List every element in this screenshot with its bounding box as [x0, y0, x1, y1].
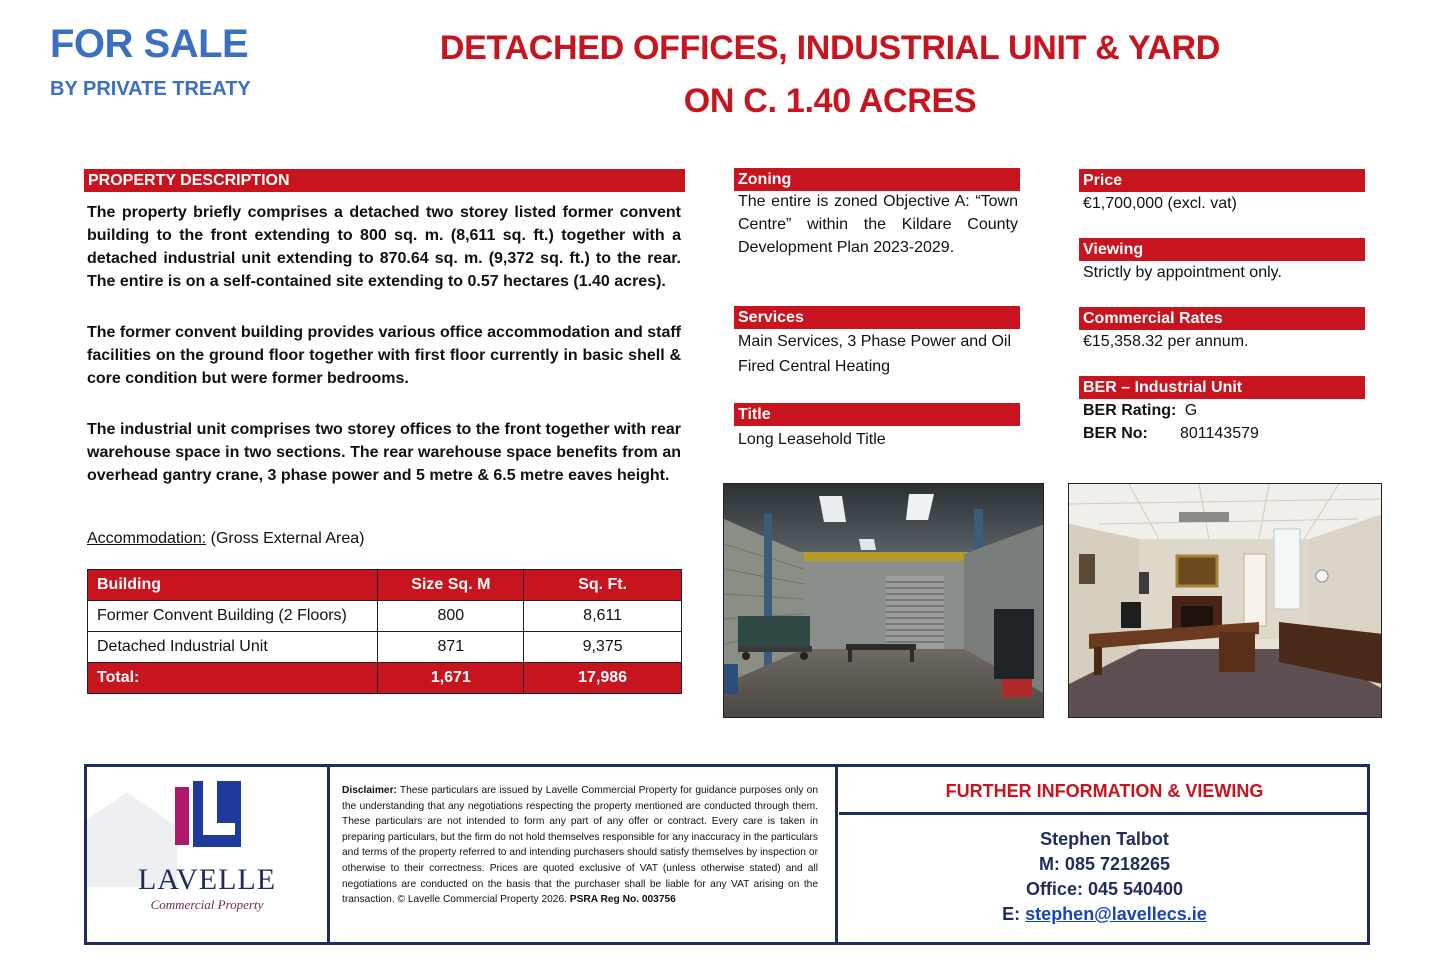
- table-row: [88, 632, 682, 663]
- commercial-rates-heading: Commercial Rates: [1079, 307, 1365, 330]
- commercial-rates-text: €15,358.32 per annum.: [1083, 333, 1249, 350]
- page-title: [400, 22, 1260, 128]
- total-sqft: 17,986: [524, 663, 682, 694]
- table-header-row: [88, 570, 682, 601]
- ber-rating-value: G: [1184, 402, 1198, 419]
- accommodation-table: [87, 569, 682, 694]
- cell-sqft: 8,611: [524, 601, 682, 632]
- psra-number: PSRA Reg No. 003756: [569, 894, 676, 906]
- disclaimer-body: These particulars are issued by Lavelle Commercial Property for guidance purposes only on the understanding that any negotiations respecting the property mentioned are conducted through them. These particulars are not intended to form any part of any offer or contract. Every care is taken in preparing particulars, but the firm do not hold themselves responsible for any inaccuracy in the particulars and terms of the property referred to and intending purchasers should satisfy themselves by inspection or otherwise to their correctness. Prices are quoted exclusive of VAT (unless otherwise stated) and all negotiations are conducted on the basis that the purchaser shall be liable for any VAT arising on the transaction. © Lavelle Commercial Property 2026.: [342, 785, 818, 906]
- logo-brand-text: LAVELLE: [137, 863, 277, 896]
- viewing-heading: Viewing: [1079, 238, 1365, 261]
- viewing-text: Strictly by appointment only.: [1083, 264, 1282, 281]
- warehouse-interior-photo: [723, 483, 1044, 718]
- footer-panel: [84, 764, 1370, 945]
- logo-subtitle: Commercial Property: [150, 897, 264, 912]
- email-label: E:: [1002, 904, 1026, 924]
- footer-divider: [327, 767, 330, 942]
- services-heading: Services: [734, 306, 1020, 329]
- description-paragraph-1: The property briefly comprises a detached two storey listed former convent building to the front extending to 800 sq. m. (8,611 sq. ft.) together with a detached industrial unit extending to 870.64 sq. m. (9,372 sq. ft.) to the rear. The entire is on a self-contained site extending to 0.57 hectares (1.40 acres).: [87, 204, 681, 290]
- property-description: [87, 201, 681, 515]
- description-paragraph-3: The industrial unit comprises two storey offices to the front together with rear warehouse space in two sections. The rear warehouse space benefits from an overhead gantry crane, 3 phase power and 5 metre & 6.5 metre eaves height.: [87, 421, 681, 484]
- zoning-heading: Zoning: [734, 168, 1020, 191]
- table-row: [88, 601, 682, 632]
- title-line-1: DETACHED OFFICES, INDUSTRIAL UNIT & YARD: [439, 29, 1221, 67]
- footer-divider: [835, 767, 838, 942]
- accommodation-label: Accommodation:: [87, 530, 207, 547]
- cell-size-sqm: 800: [378, 601, 524, 632]
- column-header-building: Building: [88, 570, 378, 601]
- price-text: €1,700,000 (excl. vat): [1083, 195, 1237, 212]
- table-total-row: [88, 663, 682, 694]
- ber-no-label: BER No:: [1083, 425, 1148, 442]
- contact-name: Stephen Talbot: [1040, 829, 1169, 849]
- for-sale-heading: FOR SALE: [50, 22, 249, 66]
- price-heading: Price: [1079, 169, 1365, 192]
- contact-mobile: M: 085 7218265: [1038, 854, 1171, 874]
- cell-building: Former Convent Building (2 Floors): [88, 601, 378, 632]
- office-interior-photo: [1068, 483, 1382, 718]
- zoning-text: The entire is zoned Objective A: “Town Centre” within the Kildare County Development Plan 2023-2029.: [738, 193, 1018, 256]
- cell-building: Detached Industrial Unit: [88, 632, 378, 663]
- contact-email-line: [839, 902, 1370, 927]
- column-header-size-sqm: Size Sq. M: [378, 570, 524, 601]
- ber-rating: [1083, 399, 1369, 422]
- ber-heading: BER – Industrial Unit: [1079, 376, 1365, 399]
- disclaimer-text: [342, 783, 818, 908]
- ber-number: [1083, 422, 1369, 445]
- title-heading: Title: [734, 403, 1020, 426]
- company-logo: [87, 767, 327, 942]
- title-line-2: ON C. 1.40 ACRES: [683, 82, 977, 120]
- contact-details: [839, 827, 1370, 927]
- disclaimer-label: Disclaimer:: [342, 785, 397, 796]
- ber-rating-label: BER Rating:: [1083, 402, 1177, 419]
- services-text: Main Services, 3 Phase Power and Oil Fired Central Heating: [738, 333, 1012, 375]
- property-description-heading: PROPERTY DESCRIPTION: [84, 169, 685, 192]
- description-paragraph-2: The former convent building provides various office accommodation and staff facilities on the ground floor together with first floor currently in basic shell & core condition but were former bedrooms.: [87, 324, 681, 387]
- total-label: Total:: [88, 663, 378, 694]
- cell-size-sqm: 871: [378, 632, 524, 663]
- contact-office: Office: 045 540400: [1025, 879, 1184, 899]
- column-header-sqft: Sq. Ft.: [524, 570, 682, 601]
- sale-method: BY PRIVATE TREATY: [50, 78, 251, 100]
- title-text: Long Leasehold Title: [738, 431, 886, 448]
- accommodation-caption: [87, 530, 364, 548]
- total-size-sqm: 1,671: [378, 663, 524, 694]
- accommodation-note: (Gross External Area): [206, 530, 365, 547]
- ber-no-value: 801143579: [1180, 425, 1259, 442]
- further-info-heading: FURTHER INFORMATION & VIEWING: [839, 767, 1370, 815]
- cell-sqft: 9,375: [524, 632, 682, 663]
- email-link[interactable]: stephen@lavellecs.ie: [1025, 904, 1207, 924]
